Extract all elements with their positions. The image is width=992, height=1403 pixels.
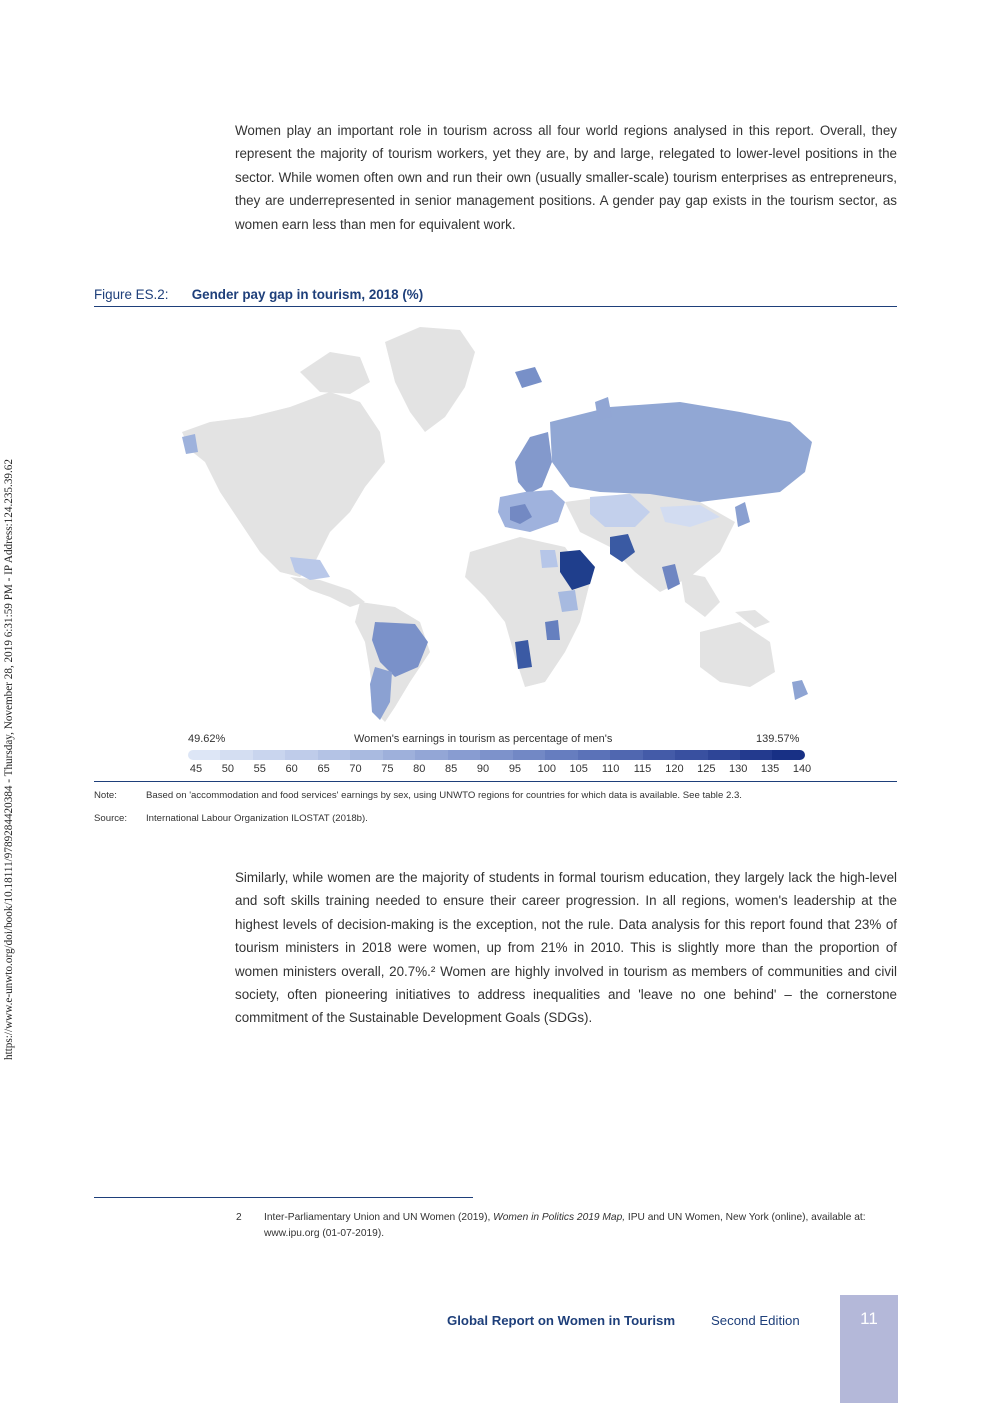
legend-swatch (513, 750, 545, 760)
footnote-post: IPU and UN Women, New York (online), available at: www.ipu.org (01-07-2019). (264, 1212, 866, 1239)
legend-tick: 60 (285, 763, 298, 775)
legend-tick: 125 (697, 763, 716, 775)
legend-tick: 95 (508, 763, 522, 775)
footnote-number: 2 (236, 1212, 242, 1223)
figure-bottom-rule (94, 781, 897, 782)
legend-swatch (643, 750, 675, 760)
legend-tick: 50 (221, 763, 235, 775)
download-watermark: https://www.e-unwto.org/doi/book/10.18111/9789284420384 - Thursday, November 28, 2019 6:31:59 PM - IP Address:124.235.39.62 (3, 459, 15, 1060)
legend-tick: 75 (381, 763, 394, 775)
legend-tick: 130 (729, 763, 748, 775)
legend-swatch (415, 750, 447, 760)
note-line (94, 789, 742, 802)
legend-max-label: 139.57% (756, 733, 800, 745)
page-number-box (840, 1295, 898, 1403)
legend-tick: 135 (760, 763, 780, 775)
legend-swatch (578, 750, 610, 760)
world-map (180, 322, 812, 727)
footnote-italic: Women in Politics 2019 Map, (493, 1212, 626, 1223)
source-line (94, 812, 368, 825)
source-key: Source: (94, 813, 128, 824)
figure-heading (94, 286, 897, 304)
legend-swatch (285, 750, 317, 760)
legend-min-label: 49.62% (188, 733, 226, 745)
legend-tick: 105 (569, 763, 588, 775)
legend-swatch (480, 750, 512, 760)
figure-label: Figure ES.2: (94, 287, 169, 302)
legend-tick: 115 (633, 763, 652, 775)
figure-top-rule (94, 306, 897, 307)
legend-swatch (188, 750, 220, 760)
legend-swatch (772, 750, 804, 760)
legend-swatch (253, 750, 285, 760)
legend-swatch (383, 750, 415, 760)
legend-ticks (188, 763, 812, 777)
footer-edition: Second Edition (711, 1313, 800, 1328)
footnote-pre: Inter-Parliamentary Union and UN Women (2019), (264, 1212, 494, 1223)
body-paragraph: Similarly, while women are the majority of students in formal tourism education, they largely lack the high-level and soft skills training needed to ensure their career progression. In all regions, women's leadership at the highest levels of decision-making is the exception, not the rule. Data analysis for this report found that 23% of tourism ministers in 2018 were women, up from 21% in 2010. This is slightly more than the proportion of women ministers overall, 20.7%.² Women are highly involved in tourism as members of communities and civil society, often pioneering initiatives to address inequalities and 'leave no one behind' – the cornerstone commitment of the Sustainable Development Goals (SDGs). (235, 870, 897, 1026)
legend-swatch (675, 750, 707, 760)
legend-swatch (220, 750, 252, 760)
note-key: Note: (94, 790, 117, 801)
legend-swatch (350, 750, 382, 760)
source-text: International Labour Organization ILOSTAT (2018b). (146, 813, 368, 824)
legend-title: Women's earnings in tourism as percentage of men's (354, 733, 613, 745)
intro-paragraph: Women play an important role in tourism across all four world regions analysed in this report. Overall, they represent the majority of tourism workers, yet they are, by and large, relegated to lower-level positions in the sector. While women often own and run their own (usually smaller-scale) tourism enterprises as entrepreneurs, they are underrepresented in senior management positions. A gender pay gap exists in the tourism sector, as women earn less than men for equivalent work. (235, 123, 897, 232)
legend-tick: 100 (537, 763, 557, 775)
figure-title: Gender pay gap in tourism, 2018 (%) (191, 287, 424, 302)
footnote (236, 1210, 896, 1241)
footnote-rule (94, 1197, 473, 1198)
legend-tick: 55 (253, 763, 266, 775)
footnote-text (264, 1210, 896, 1241)
legend-color-scale (188, 750, 805, 760)
legend-swatch (545, 750, 577, 760)
legend-tick: 110 (601, 763, 620, 775)
legend-swatch (610, 750, 642, 760)
legend-tick: 85 (445, 763, 458, 775)
legend-tick: 70 (349, 763, 362, 775)
legend-swatch (448, 750, 480, 760)
legend-tick: 45 (189, 763, 203, 775)
note-text: Based on 'accommodation and food services' earnings by sex, using UNWTO regions for countries for which data is available. See table 2.3. (146, 790, 742, 801)
legend-swatch (740, 750, 772, 760)
legend-tick: 80 (413, 763, 426, 775)
page-number: 11 (860, 1309, 878, 1328)
footer-report-title: Global Report on Women in Tourism (447, 1313, 676, 1328)
legend-tick: 65 (317, 763, 330, 775)
legend-tick: 90 (476, 763, 490, 775)
legend-tick: 140 (792, 763, 812, 775)
legend-tick: 120 (665, 763, 684, 775)
legend-swatch (318, 750, 350, 760)
legend-swatch (708, 750, 740, 760)
